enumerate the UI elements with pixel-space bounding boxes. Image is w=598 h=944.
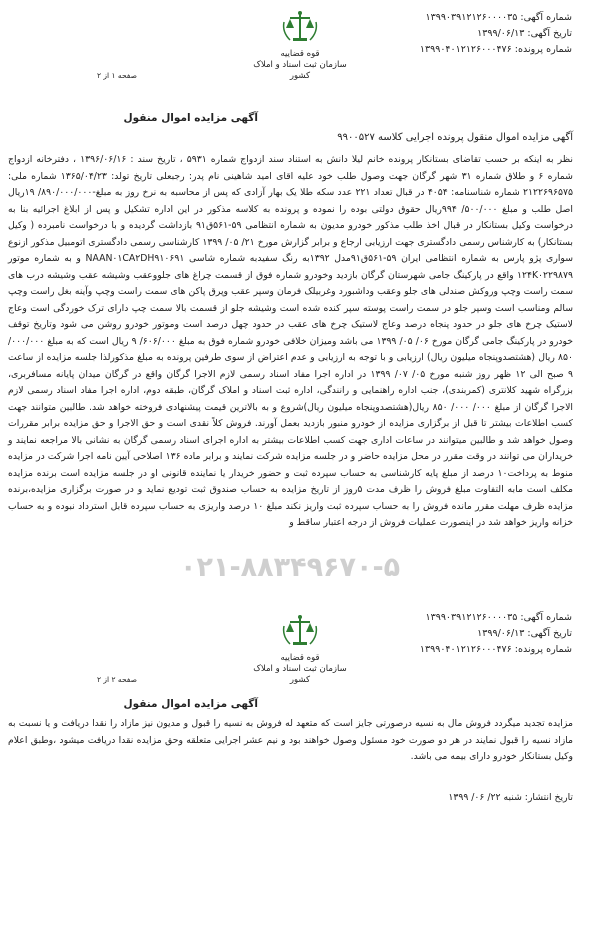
notice-body: مزایده تجدید میگردد فروش مال به نسیه درصورتی جایز است که متعهد له فروش به نسیه را قبول و مدیون نیز مازاد را نقدا دریافت و یا نسبت به مازاد نسیه را قبول نمایند در هر دو صورت خود مسئول وصول خواهند بود و نیم عشر اجرایی متعلقه وحق مزایده نقدا دریافت میشود ،وطبق اعلام وکیل بستانکار خودرو دارای بیمه می باشد. (8, 718, 573, 762)
notice-meta (382, 10, 572, 58)
judiciary-emblem-icon (280, 8, 320, 48)
notice-title: آگهی مزایده اموال منقول (123, 112, 258, 124)
organization-name: قوه قضاییه سازمان ثبت اسناد و املاک کشور (253, 653, 347, 685)
page-number: صفحه ۲ از ۲ (97, 675, 137, 684)
organization-name: قوه قضاییه سازمان ثبت اسناد و املاک کشور (253, 49, 347, 81)
notice-number: شماره آگهی: ۱۳۹۹۰۳۹۱۲۱۲۶۰۰۰۰۳۵ (425, 612, 572, 623)
page-number: صفحه ۱ از ۲ (97, 71, 137, 80)
notice-title: آگهی مزایده اموال منقول (123, 698, 258, 710)
case-number: شماره پرونده: ۱۳۹۹۰۴۰۱۲۱۲۶۰۰۰۴۷۶ (419, 644, 572, 655)
case-number: شماره پرونده: ۱۳۹۹۰۴۰۱۲۱۲۶۰۰۰۴۷۶ (419, 44, 572, 55)
phone-watermark: ۰۲۱-۸۸۳۴۹۶۷۰-۵ (180, 552, 401, 583)
notice-number: شماره آگهی: ۱۳۹۹۰۳۹۱۲۱۲۶۰۰۰۰۳۵ (425, 12, 572, 23)
notice-body: نظر به اینکه بر حسب تقاضای بستانکار پرونده خانم لیلا دانش به استناد سند ازدواج شماره ۵۹۳۱ ، تاریخ سند : ۱۳۹۶/۰۶/۱۶ ، دفترخانه ازدواج شماره ۶ و طلاق شماره ۳۱ شهر گرگان جهت وصول طلب خود علیه اقای امید شاهینی نام پدر: رجبعلی تاریخ تولد: ۱۳۶۵/۰۴/۲۳ شماره ملی: ۲۱۲۲۶۹۶۵۷۵ شماره شناسنامه: ۴۰۵۴ در قبال تعداد ۲۲۱ عدد سکه طلا یک بهار آزادی که پس از محاسبه به نرخ روز به مبلغ-۸۹۰/۰۰۰/۰۰۰/ ۱۹ریال اصل طلب و مبلغ ۵۰۰/۰۰۰/ ۹۹۴ریال حقوق دولتی بوده را نموده و پرونده به کلاسه مذکور در این اداره تشکیل و پس از ابلاغ اجرائیه بنا به درخواست وکیل بستانکار در قبال اخذ طلب مذکور خودرو مدیون به شماره انتظامی ۵۹-۵۶۱ق۹۱ بازداشت گردیده و با درخواست نامبرده ( وکیل بستانکار) به کارشناس رسمی دادگستری جهت ارزیابی ارجاع و برابر گزارش مورخ ۲۱/ ۰۵/ ۱۳۹۹ کارشناسی رسمی دادگستری اتومبیل مذکور ازنوع سواری پژو پارس به شماره انتظامی ایران ۵۹-۵۶۱ق۹۱مدل ۱۳۹۲به رنگ سفیدبه شماره شاسی NAAN۰۱CA۲DH۹۱۰۶۹۱ و به شماره موتور ۱۲۴K۰۲۲۹۸۷۹ واقع در پارکینگ جامی شهرستان گرگان بازدید وخودرو شماره فوق از قسمت چراغ های جلووعقب وشیشه عقب وشیشه درب های سمت راست وچپ وروکش صندلی های جلو وعقب وداشبورد وغربیلک فرمان وسپر عقب وپرق پاکن های سمت راست وچپ وآینه بغل راست وچپ سالم ومناسب است وسپر جلو در سمت راست پوسته سپر کنده شده است وشیشه جلو از قسمت بالا سمت چپ دارای ترک خوردگی است وعاج لاستیک چرخ های جلو در حدود پنجاه درصد وعاج لاستیک چرخ های عقب در حدود چهل درصد است وموتور خودرو روشن می شود وتاریخ توقف خودرو در پارکینگ جامی گرگان مورخ ۰۶/ ۰۵/ ۱۳۹۹ می باشد ومیزان خلافی خودرو شماره فوق به مبلغ ۶۰۶/۰۰۰/ ۹ ریال است که به مبلغ ۰۰۰/۰۰۰/ ۸۵۰ ریال (هشتصدوپنجاه میلیون ریال) ارزیابی و با توجه به ارزیابی و عدم اعتراض از سوی طرفین پرونده به مبلغ مذکورلذا جلسه مزایده از ساعت ۹ صبح الی ۱۲ ظهر روز شنبه مورخ ۰۵/ ۰۷/ ۱۳۹۹ در اداره اجرا مفاد اسناد رسمی لازم الاجرا گرگان واقع در گرگان میدان پایانه مسافربری، بزرگراه شهید کلانتری (کمربندی)، جنب اداره راهنمایی و رانندگی، اداره ثبت اسناد و املاک گرگان، طبقه دوم، اداره اجرا مفاد اسناد رسمی لازم الاجرا گرگان از مبلغ ۰۰۰/ ۰۰۰/ ۸۵۰ ریال(هشتصدوپنجاه میلیون ریال)شروع و به بالاترین قیمت پیشنهادی فروخته خواهد شد. طالبین متوانند جهت کسب اطلاعات بیشتر تا قبل از برگزاری مزایده از خودرو منبور بازدید بعمل آورند. فروش کلاً نقدی است و حق الاجرا و حق مزایده برابر مقررات وصول خواهد شد و طالبین میتوانند در ساعات اداری جهت کسب اطلاعات بیشتر به اداره اجرای اسناد رسمی گرگان به نشانی بالا مراجعه نمایند و خریداران می توانند در وقت مقرر در محل مزایده حاضر و در جلسه مزایده شرکت نمایند و برابر ماده ۱۳۶ اصلاحی آیین نامه اجرا شرکت در مزایده منوط به پرداخت۱۰ درصد از مبلغ پایه کارشناسی به حساب سپرده ثبت و حضور خریدار یا نماینده قانونی او در جلسه مزایده است برنده مزایده مکلف است مابه التفاوت مبلغ فروش را ظرف مدت ۵روز از تاریخ مزایده به حساب صندوق ثبت تودیع نماید و در صورت برگزاری مزایده،برنده مزایده ظرف مهلت مقرر مانده فروش را به حساب سپرده ثبت واریز نکند مبلغ ۱۰ درصد واریزی به حساب سپرده قابل استرداد نبوده و به حساب خزانه واریز خواهد شد در اینصورت عملیات فروش از درجه اعتبار ساقط و (8, 154, 574, 528)
notice-date: تاریخ آگهی: ۱۳۹۹/۰۶/۱۳ (477, 628, 572, 639)
notice-subtitle: آگهی مزایده اموال منقول پرونده اجرایی کلاسه ۹۹۰۰۵۲۷ (337, 132, 573, 143)
notice-date: تاریخ آگهی: ۱۳۹۹/۰۶/۱۳ (477, 28, 572, 39)
publish-date: تاریخ انتشار: شنبه ۲۲/ ۰۶/ ۱۳۹۹ (448, 792, 573, 803)
notice-meta (382, 610, 572, 658)
judiciary-emblem-icon (280, 612, 320, 652)
notice-page-2 (0, 600, 598, 944)
